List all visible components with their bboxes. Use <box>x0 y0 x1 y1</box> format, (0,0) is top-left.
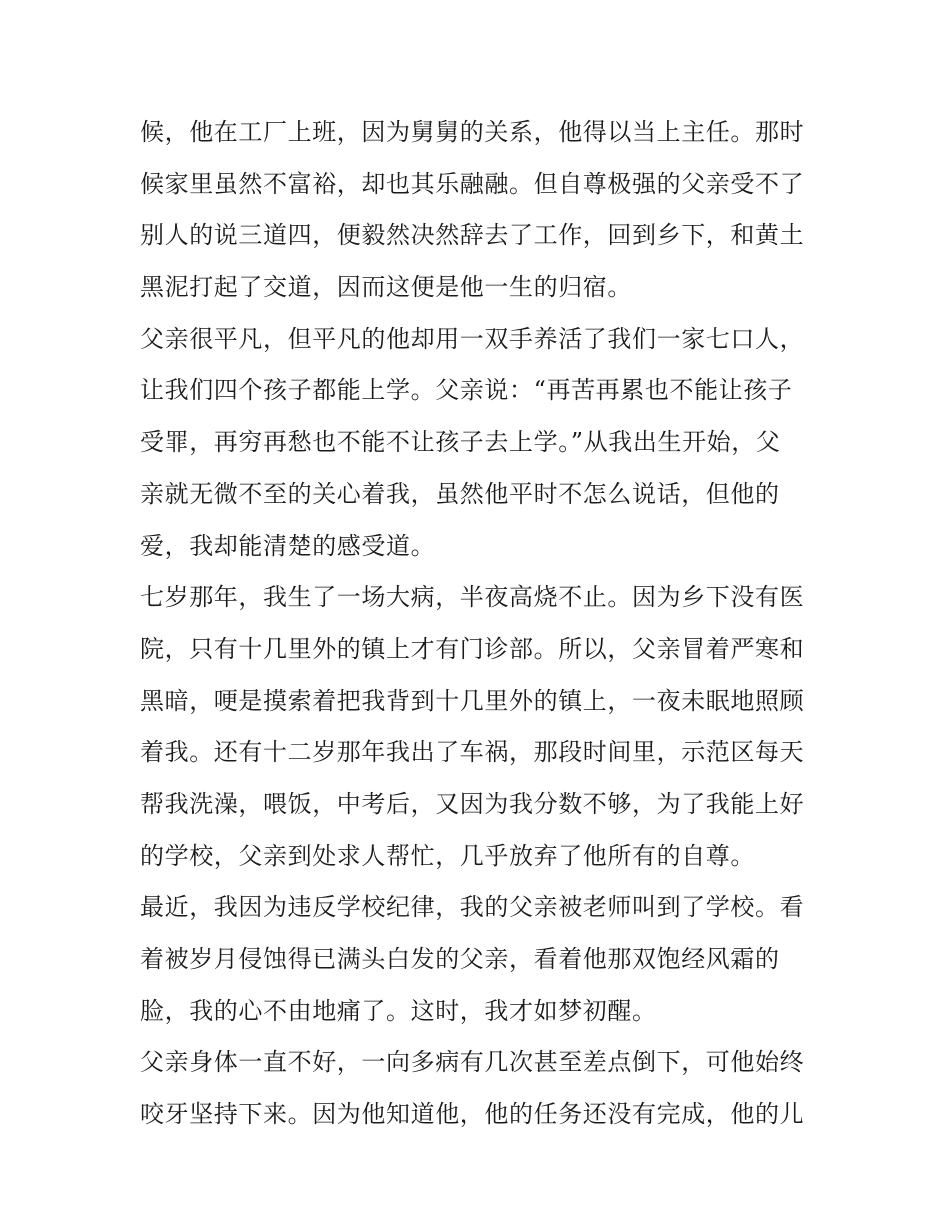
text-line: 咬牙坚持下来。因为他知道他，他的任务还没有完成，他的儿 <box>140 1100 805 1129</box>
text-line: 父亲很平凡，但平凡的他却用一双手养活了我们一家七口人， <box>140 324 805 353</box>
text-line: 最近，我因为违反学校纪律，我的父亲被老师叫到了学校。看 <box>140 893 805 922</box>
text-line: 七岁那年，我生了一场大病，半夜高烧不止。因为乡下没有医 <box>140 583 805 612</box>
text-line: 父亲身体一直不好，一向多病有几次甚至差点倒下，可他始终 <box>140 1048 805 1077</box>
body-text <box>140 107 820 1141</box>
text-line: 黑泥打起了交道，因而这便是他一生的归宿。 <box>140 273 632 302</box>
text-line: 让我们四个孩子都能上学。父亲说：“再苦再累也不能让孩子 <box>140 376 793 405</box>
text-line: 的学校，父亲到处求人帮忙，几乎放弃了他所有的自尊。 <box>140 841 755 870</box>
text-line: 候，他在工厂上班，因为舅舅的关系，他得以当上主任。那时 <box>140 118 805 146</box>
text-line: 着我。还有十二岁那年我出了车祸，那段时间里，示范区每天 <box>140 738 805 767</box>
text-line: 黑暗，哽是摸索着把我背到十几里外的镇上，一夜未眠地照顾 <box>140 686 805 715</box>
text-line: 亲就无微不至的关心着我，虽然他平时不怎么说话，但他的 <box>140 479 780 508</box>
text-line: 受罪，再穷再愁也不能不让孩子去上学。”从我出生开始，父 <box>140 428 781 457</box>
text-line: 帮我洗澡，喂饭，中考后，又因为我分数不够，为了我能上好 <box>140 789 805 818</box>
text-line: 候家里虽然不富裕，却也其乐融融。但自尊极强的父亲受不了 <box>140 169 805 198</box>
text-line: 着被岁月侵蚀得已满头白发的父亲，看着他那双饱经风霜的 <box>140 945 780 973</box>
text-line: 脸，我的心不由地痛了。这时，我才如梦初醒。 <box>140 996 657 1025</box>
text-line: 院，只有十几里外的镇上才有门诊部。所以，父亲冒着严寒和 <box>140 634 805 663</box>
text-line: 别人的说三道四，便毅然决然辞去了工作，回到乡下，和黄土 <box>140 221 805 250</box>
text-line: 爱，我却能清楚的感受道。 <box>140 531 436 560</box>
